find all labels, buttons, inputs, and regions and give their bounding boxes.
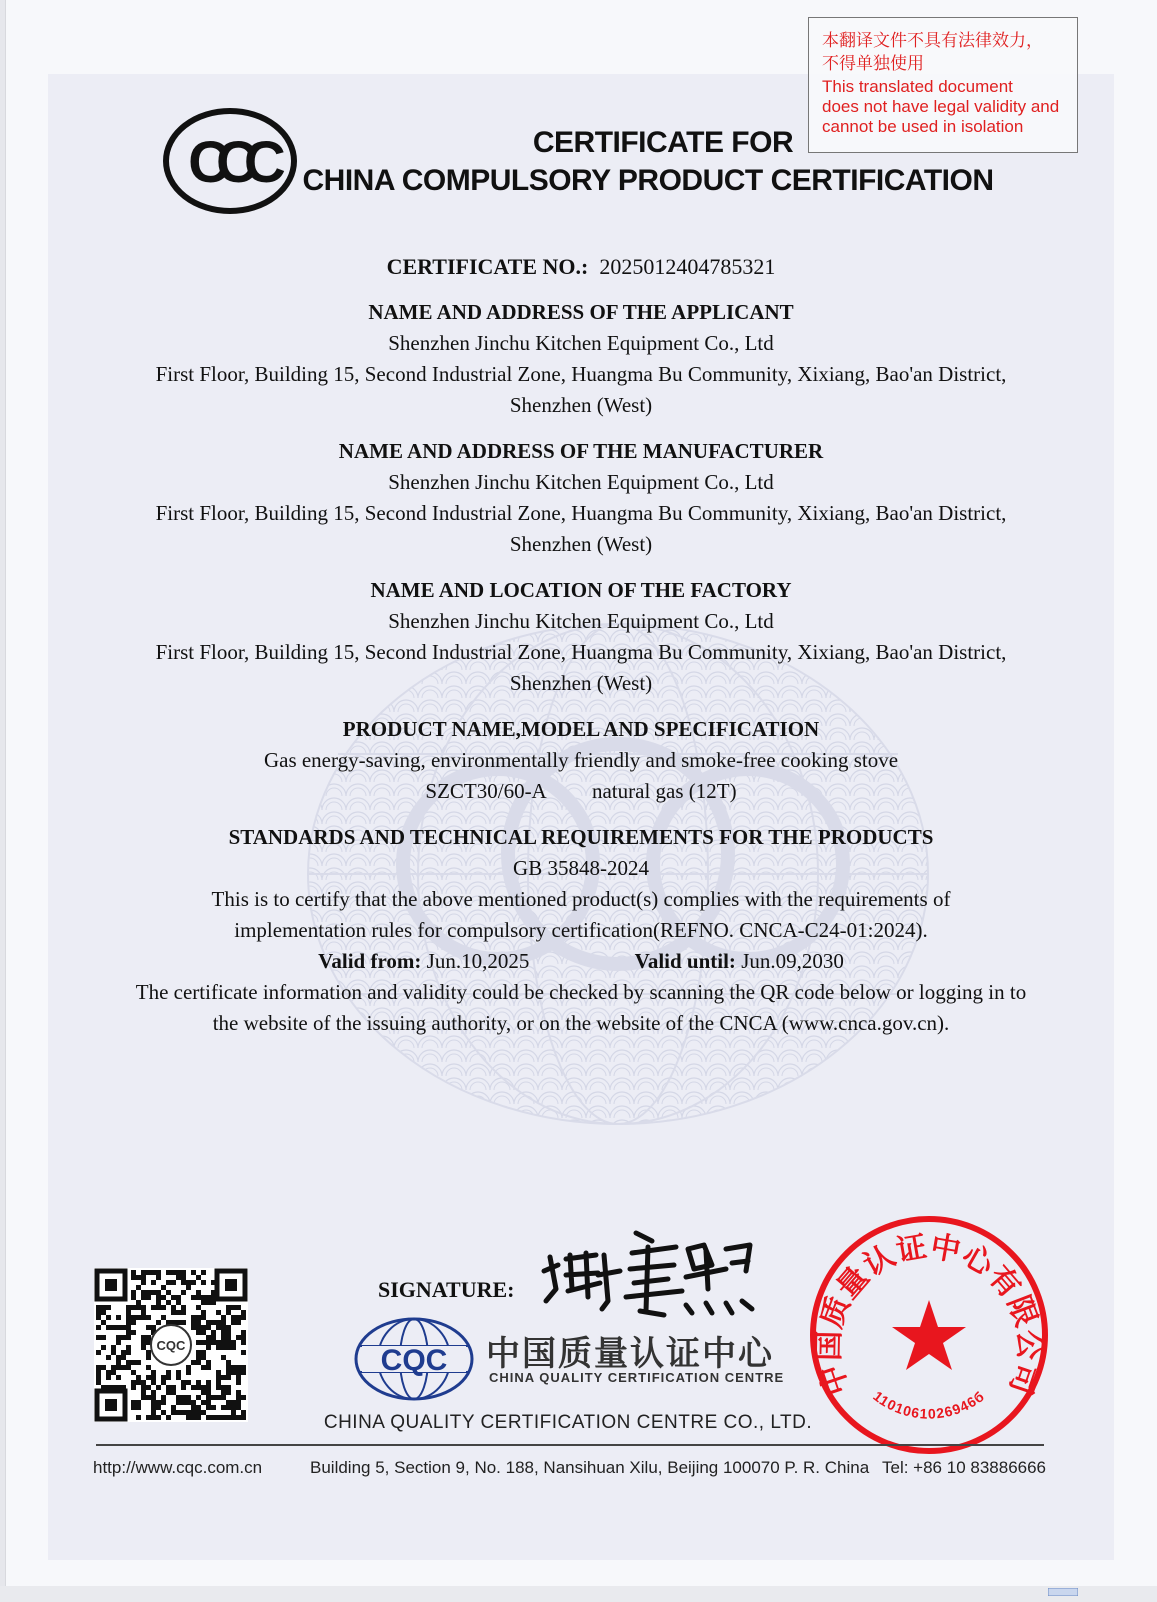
qr-code-icon	[94, 1268, 248, 1422]
cqc-name-english: CHINA QUALITY CERTIFICATION CENTRE	[489, 1370, 785, 1385]
svg-text:1101061026946б: 1101061026946б	[870, 1387, 988, 1422]
official-seal	[806, 1212, 1052, 1458]
notice-cn-line1: 本翻译文件不具有法律效力，	[822, 31, 1043, 51]
statement-line1: This is to certify that the above mentioned product(s) complies with the requirements of	[211, 887, 951, 911]
product-name: Gas energy-saving, environmentally friendly and smoke-free cooking stove	[263, 748, 899, 772]
manufacturer-name: Shenzhen Jinchu Kitchen Equipment Co., Ltd	[388, 470, 774, 494]
certificate-number-label: CERTIFICATE NO.:	[386, 254, 589, 279]
svg-text:CQC: CQC	[380, 1344, 448, 1377]
notice-en-line3: cannot be used in isolation	[822, 117, 1024, 136]
viewer-bottom-bar	[0, 1586, 1157, 1602]
title-line-1: CERTIFICATE FOR	[532, 126, 794, 159]
certificate-number-value: 2025012404785321	[599, 254, 776, 279]
notice-cn-line2: 不得单独使用	[822, 54, 924, 74]
certificate-body	[78, 251, 1084, 1039]
factory-address-line2: Shenzhen (West)	[509, 671, 653, 695]
product-model: SZCT30/60-A	[425, 779, 547, 803]
svg-text:中国质量认证中心有限公司: 中国质量认证中心有限公司	[811, 1229, 1047, 1400]
certificate-number-row	[78, 251, 1084, 282]
signature-label: SIGNATURE:	[378, 1277, 515, 1302]
svg-text:CCC: CCC	[188, 130, 272, 195]
manufacturer-address-line2: Shenzhen (West)	[509, 532, 653, 556]
handwritten-signature	[536, 1219, 756, 1319]
page-left-edge	[0, 0, 6, 1602]
manufacturer-address-line1: First Floor, Building 15, Second Industrial Zone, Huangma Bu Community, Xixiang, Bao'an District,	[155, 501, 1007, 525]
product-model-row	[78, 776, 1084, 807]
svg-text:CQC: CQC	[156, 1338, 186, 1353]
product-spec: natural gas (12T)	[591, 779, 737, 803]
factory-heading: NAME AND LOCATION OF THE FACTORY	[370, 578, 792, 602]
cqc-name-chinese: 中国质量认证中心	[486, 1334, 774, 1374]
validity-info-line1: The certificate information and validity could be checked by scanning the QR code below or logging in to	[135, 980, 1027, 1004]
notice-en-line1: This translated document	[822, 77, 1013, 96]
valid-from-value: Jun.10,2025	[426, 949, 530, 973]
translation-notice	[808, 17, 1078, 153]
validity-row	[78, 946, 1084, 977]
factory-address-line1: First Floor, Building 15, Second Industrial Zone, Huangma Bu Community, Xixiang, Bao'an District,	[155, 640, 1007, 664]
certificate-page	[48, 74, 1114, 1560]
footer-address: Building 5, Section 9, No. 188, Nansihuan Xilu, Beijing 100070 P. R. China	[310, 1458, 870, 1477]
valid-from-label: Valid from:	[318, 949, 422, 973]
footer-website[interactable]: http://www.cqc.com.cn	[93, 1458, 263, 1477]
applicant-name: Shenzhen Jinchu Kitchen Equipment Co., Ltd	[388, 331, 774, 355]
applicant-address-line2: Shenzhen (West)	[509, 393, 653, 417]
standard-code: GB 35848-2024	[513, 856, 649, 880]
notice-en-line2: does not have legal validity and	[822, 97, 1060, 116]
page-thumbnail-icon[interactable]	[1048, 1588, 1078, 1596]
issuing-company: CHINA QUALITY CERTIFICATION CENTRE CO., LTD.	[323, 1412, 813, 1433]
validity-info-line2: the website of the issuing authority, or on the website of the CNCA (www.cnca.gov.cn).	[212, 1011, 950, 1035]
valid-until-value: Jun.09,2030	[741, 949, 844, 973]
valid-until-label: Valid until:	[634, 949, 736, 973]
footer-tel: Tel: +86 10 83886666	[882, 1458, 1047, 1477]
title-line-2: CHINA COMPULSORY PRODUCT CERTIFICATION	[302, 164, 994, 197]
cqc-logo-icon	[352, 1316, 476, 1402]
standards-heading: STANDARDS AND TECHNICAL REQUIREMENTS FOR THE PRODUCTS	[228, 825, 934, 849]
applicant-address-line1: First Floor, Building 15, Second Industrial Zone, Huangma Bu Community, Xixiang, Bao'an District,	[155, 362, 1007, 386]
applicant-heading: NAME AND ADDRESS OF THE APPLICANT	[368, 300, 794, 324]
footer-divider	[96, 1444, 1044, 1446]
factory-name: Shenzhen Jinchu Kitchen Equipment Co., Ltd	[388, 609, 774, 633]
manufacturer-heading: NAME AND ADDRESS OF THE MANUFACTURER	[338, 439, 824, 463]
product-heading: PRODUCT NAME,MODEL AND SPECIFICATION	[342, 717, 820, 741]
statement-line2: implementation rules for compulsory certification(REFNO. CNCA-C24-01:2024).	[234, 918, 928, 942]
